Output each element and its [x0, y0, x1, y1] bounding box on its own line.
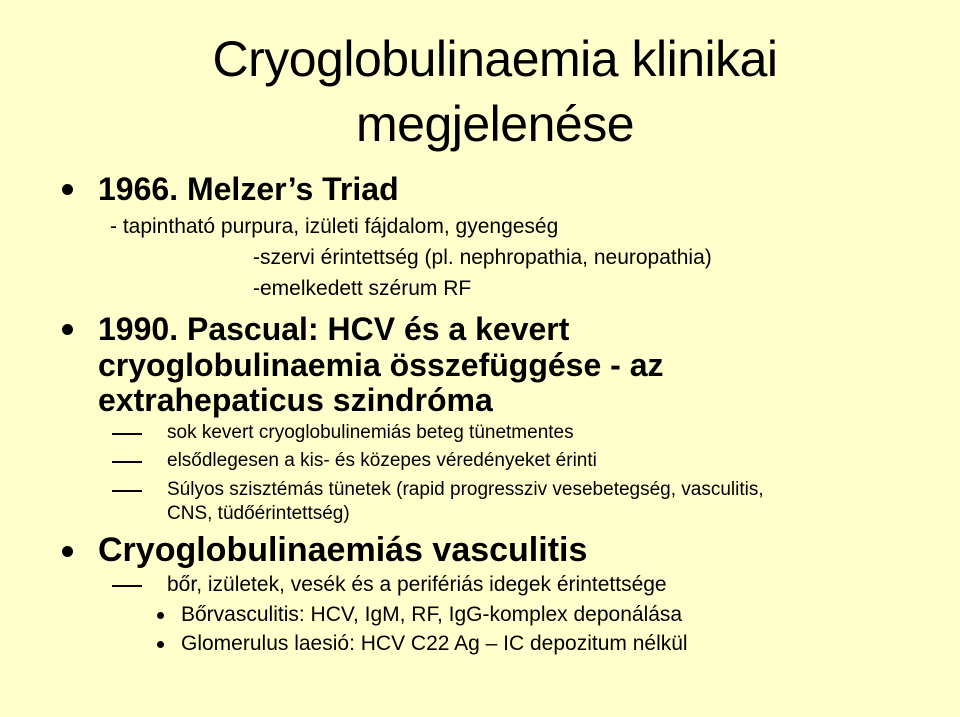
section-heading-melzer: 1966. Melzer’s Triad: [98, 171, 399, 207]
vasculitis-item-1: bőr, izületek, vesék és a perifériás idegek érintettsége: [167, 573, 667, 596]
bullet-dot: [62, 184, 73, 195]
vasculitis-subitem-2: Glomerulus laesió: HCV C22 Ag – IC depozitum nélkül: [181, 632, 688, 655]
slide-title-line-2: megjelenése: [355, 96, 635, 152]
melzer-item-3: -emelkedett szérum RF: [253, 277, 472, 300]
section-heading-pascual-line-1: 1990. Pascual: HCV és a kevert: [98, 311, 570, 347]
vasculitis-subitem-1: Bőrvasculitis: HCV, IgM, RF, IgG-komplex deponálása: [181, 603, 683, 626]
melzer-item-1: - tapintható purpura, izületi fájdalom, gyengeség: [110, 215, 559, 238]
dash-marker: [112, 461, 142, 463]
pascual-item-1: sok kevert cryoglobulinemiás beteg tünetmentes: [167, 422, 574, 443]
pascual-item-2: elsődlegesen a kis- és közepes véredényeket érinti: [167, 450, 597, 471]
dash-marker: [112, 585, 142, 587]
bullet-dot: [62, 546, 73, 557]
sub-bullet-dot: [157, 612, 164, 619]
pascual-item-3-line-2: CNS, tüdőérintettség): [167, 503, 350, 524]
section-heading-vasculitis: Cryoglobulinaemiás vasculitis: [98, 531, 588, 569]
pascual-item-3-line-1: Súlyos szisztémás tünetek (rapid progressziv vesebetegség, vasculitis,: [167, 479, 764, 500]
dash-marker: [112, 433, 142, 435]
sub-bullet-dot: [157, 641, 164, 648]
slide-title-line-1: Cryoglobulinaemia klinikai: [212, 31, 778, 87]
section-heading-pascual-line-2: cryoglobulinaemia összefüggése - az: [98, 347, 664, 383]
section-heading-pascual-line-3: extrahepaticus szindróma: [98, 382, 493, 418]
dash-marker: [112, 490, 142, 492]
bullet-dot: [62, 324, 73, 335]
melzer-item-2: -szervi érintettség (pl. nephropathia, neuropathia): [253, 246, 712, 269]
